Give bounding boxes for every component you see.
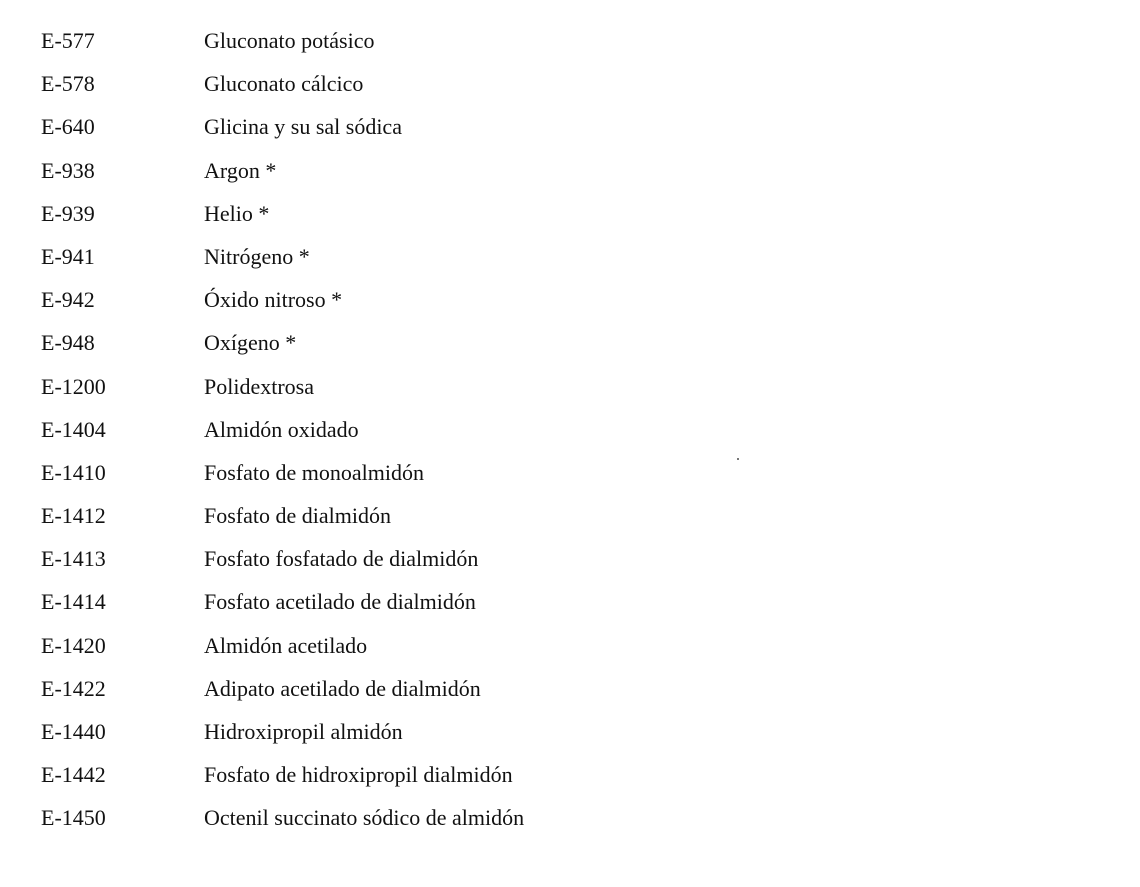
additive-name: Adipato acetilado de dialmidón — [204, 675, 481, 701]
additive-code: E-941 — [41, 243, 95, 269]
additive-row — [41, 675, 524, 721]
additive-row — [41, 289, 524, 332]
additive-code: E-1413 — [41, 546, 106, 572]
additive-code: E-578 — [41, 71, 95, 97]
additive-row — [41, 591, 524, 634]
additive-code: E-1440 — [41, 719, 106, 744]
additive-name: Fosfato acetilado de dialmidón — [204, 589, 476, 615]
additive-name: Argon * — [204, 157, 277, 183]
additive-row — [41, 157, 524, 203]
additive-row — [41, 721, 524, 764]
additive-name: Oxígeno * — [204, 330, 297, 356]
additive-name: Óxido nitroso * — [204, 287, 343, 313]
additive-code: E-1414 — [41, 589, 106, 615]
additive-code: E-1450 — [41, 805, 106, 831]
additive-row — [41, 548, 524, 591]
additive-row — [41, 332, 524, 375]
additive-row — [41, 200, 524, 246]
additive-code: E-577 — [41, 28, 95, 53]
additive-list — [41, 30, 524, 851]
scan-speck — [737, 458, 739, 460]
additive-code: E-1442 — [41, 762, 106, 788]
additive-code: E-1404 — [41, 416, 106, 442]
additive-name: Octenil succinato sódico de almidón — [204, 805, 525, 831]
additive-row — [41, 73, 524, 116]
additive-name: Gluconato cálcico — [204, 71, 364, 97]
additive-row — [41, 505, 524, 548]
additive-name: Fosfato fosfatado de dialmidón — [204, 546, 479, 572]
additive-code: E-1412 — [41, 503, 106, 529]
additive-name: Fosfato de monoalmidón — [204, 459, 424, 485]
additive-name: Almidón oxidado — [204, 416, 359, 442]
additive-name: Helio * — [204, 200, 270, 226]
additive-row — [41, 30, 524, 73]
additive-code: E-1420 — [41, 632, 106, 658]
additive-code: E-939 — [41, 200, 95, 226]
additive-name: Fosfato de dialmidón — [204, 503, 391, 529]
additive-row — [41, 416, 524, 462]
additive-code: E-942 — [41, 287, 95, 313]
additive-name: Almidón acetilado — [204, 632, 368, 658]
additive-row — [41, 116, 524, 159]
additive-name: Fosfato de hidroxipropil dialmidón — [204, 762, 513, 788]
additive-row — [41, 764, 524, 807]
additive-code: E-1410 — [41, 459, 106, 485]
additive-code: E-948 — [41, 330, 95, 356]
additive-row — [41, 243, 524, 289]
additive-name: Gluconato potásico — [204, 28, 375, 53]
additive-code: E-640 — [41, 114, 95, 140]
additive-code: E-1200 — [41, 373, 106, 399]
additive-row — [41, 632, 524, 678]
additive-code: E-1422 — [41, 675, 106, 701]
additive-row — [41, 807, 524, 850]
additive-code: E-938 — [41, 157, 95, 183]
additive-name: Polidextrosa — [204, 373, 314, 399]
additive-name: Nitrógeno * — [204, 243, 310, 269]
additive-row — [41, 459, 524, 505]
additive-name: Glicina y su sal sódica — [204, 114, 402, 140]
additive-row — [41, 373, 524, 419]
additive-name: Hidroxipropil almidón — [204, 719, 403, 744]
